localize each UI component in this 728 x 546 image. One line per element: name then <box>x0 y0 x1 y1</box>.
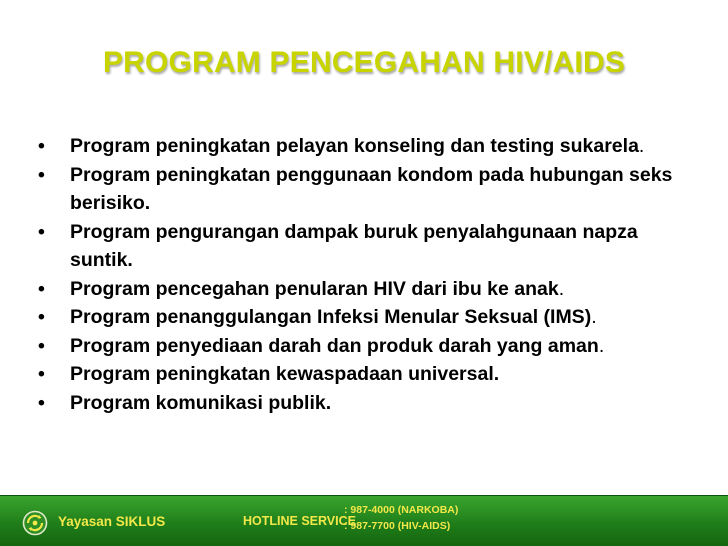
bullet-text: Program komunikasi publik. <box>70 391 332 414</box>
bullet-icon: • <box>38 277 45 300</box>
list-item <box>38 360 698 389</box>
bullet-icon: • <box>38 334 45 357</box>
bullet-tail: . <box>598 334 605 357</box>
hotline-label: HOTLINE SERVICE <box>243 514 356 528</box>
bullet-text: Program pencegahan penularan HIV dari ibu ke anak <box>70 277 559 300</box>
bullet-text: Program peningkatan penggunaan kondom pada hubungan seks berisiko. <box>70 163 673 214</box>
hotline-number-hiv-aids: : 987-7700 (HIV-AIDS) <box>344 520 451 532</box>
bullet-text: Program peningkatan kewaspadaan universal. <box>70 363 500 385</box>
bullet-text: Program peningkatan pelayan konseling dan testing sukarela <box>70 135 639 157</box>
hotline-numbers <box>344 502 458 534</box>
list-item <box>38 332 698 361</box>
bullet-icon: • <box>38 135 45 157</box>
list-item <box>38 161 698 218</box>
list-item <box>38 303 698 332</box>
bullet-text: Program pengurangan dampak buruk penyalahgunaan napza suntik. <box>70 220 638 271</box>
bullet-tail: . <box>558 277 565 300</box>
bullet-text: Program penanggulangan Infeksi Menular Seksual (IMS) <box>70 306 592 328</box>
bullet-icon: • <box>38 220 45 243</box>
bullet-tail: . <box>638 135 645 157</box>
bullet-list <box>38 132 698 417</box>
list-item <box>38 132 698 161</box>
organization-name: Yayasan SIKLUS <box>58 514 166 529</box>
list-item <box>38 275 698 304</box>
bullet-icon: • <box>38 163 45 186</box>
slide-title: PROGRAM PENCEGAHAN HIV/AIDS <box>102 46 626 79</box>
bullet-icon: • <box>38 391 45 414</box>
bullet-icon: • <box>38 306 45 328</box>
bullet-text: Program penyediaan darah dan produk darah yang aman <box>70 334 599 357</box>
list-item <box>38 389 698 418</box>
bullet-icon: • <box>38 363 45 385</box>
list-item <box>38 218 698 275</box>
hotline-number-narkoba: : 987-4000 (NARKOBA) <box>344 504 459 516</box>
bullet-tail: . <box>591 306 597 328</box>
yayasan-siklus-logo-icon <box>22 510 48 536</box>
